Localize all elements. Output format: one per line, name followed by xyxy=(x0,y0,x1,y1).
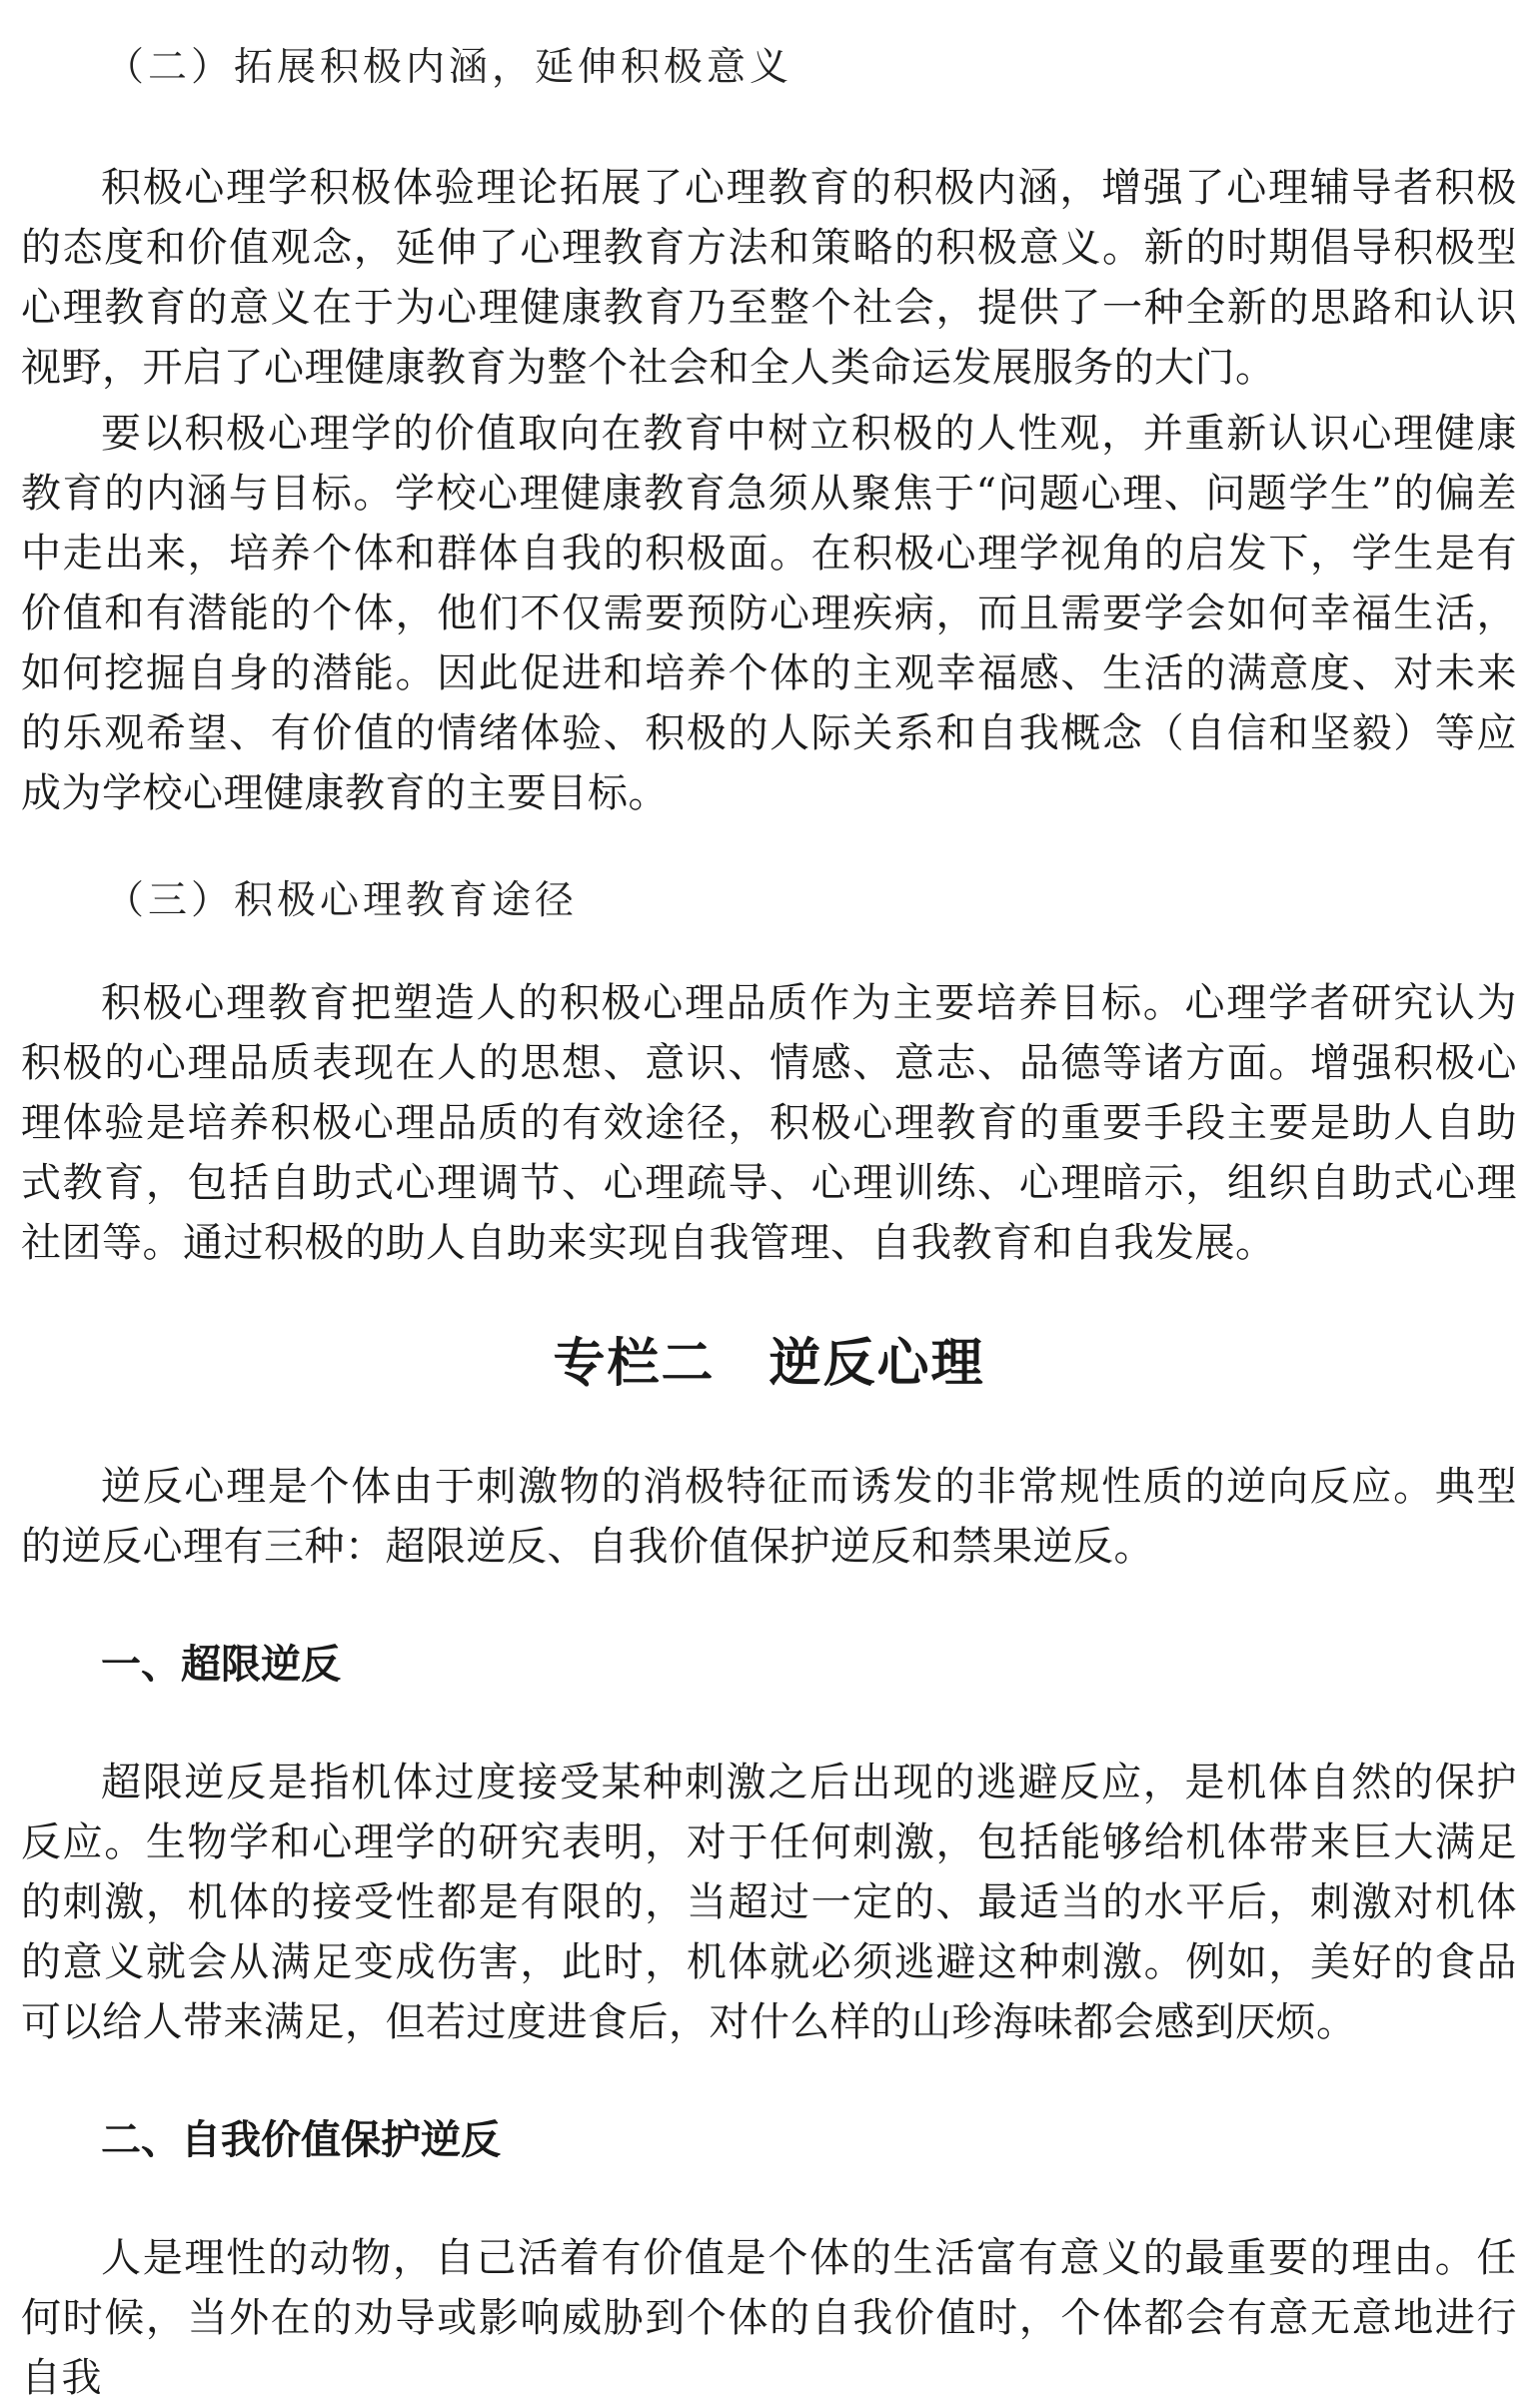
section-heading-self-worth: 二、自我价值保护逆反 xyxy=(101,2117,501,2163)
paragraph-column-intro: 逆反心理是个体由于刺激物的消极特征而诱发的非常规性质的逆向反应。典型的逆反心理有三种：超限逆反、自我价值保护逆反和禁果逆反。 xyxy=(21,1464,1517,1570)
paragraph-positive-connotation: 积极心理学积极体验理论拓展了心理教育的积极内涵，增强了心理辅导者积极的态度和价值观念，延伸了心理教育方法和策略的积极意义。新的时期倡导积极型心理教育的意义在于为心理健康教育乃至整个社会，提供了一种全新的思路和认识视野，开启了心理健康教育为整个社会和全人类命运发展服务的大门。 xyxy=(21,165,1517,391)
section-heading-overlimit: 一、超限逆反 xyxy=(101,1642,341,1688)
paragraph-education-approach: 积极心理教育把塑造人的积极心理品质作为主要培养目标。心理学者研究认为积极的心理品质表现在人的思想、意识、情感、意志、品德等诸方面。增强积极心理体验是培养积极心理品质的有效途径，积极心理教育的重要手段主要是助人自助式教育，包括自助式心理调节、心理疏导、心理训练、心理暗示，组织自助式心理社团等。通过积极的助人自助来实现自我管理、自我教育和自我发展。 xyxy=(21,980,1517,1266)
column-title: 专栏二 逆反心理 xyxy=(553,1334,985,1394)
paragraph-education-goals: 要以积极心理学的价值取向在教育中树立积极的人性观，并重新认识心理健康教育的内涵与目标。学校心理健康教育急须从聚焦于“问题心理、问题学生”的偏差中走出来，培养个体和群体自我的积极面。在积极心理学视角的启发下，学生是有价值和有潜能的个体，他们不仅需要预防心理疾病，而且需要学会如何幸福生活，如何挖掘自身的潜能。因此促进和培养个体的主观幸福感、生活的满意度、对未来的乐观希望、有价值的情绪体验、积极的人际关系和自我概念（自信和坚毅）等应成为学校心理健康教育的主要目标。 xyxy=(21,411,1517,816)
paragraph-self-worth: 人是理性的动物，自己活着有价值是个体的生活富有意义的最重要的理由。任何时候，当外在的劝导或影响威胁到个体的自我价值时，个体都会有意无意地进行自我 xyxy=(21,2235,1517,2401)
paragraph-overlimit: 超限逆反是指机体过度接受某种刺激之后出现的逃避反应，是机体自然的保护反应。生物学和心理学的研究表明，对于任何刺激，包括能够给机体带来巨大满足的刺激，机体的接受性都是有限的，当超过一定的、最适当的水平后，刺激对机体的意义就会从满足变成伤害，此时，机体就必须逃避这种刺激。例如，美好的食品可以给人带来满足，但若过度进食后，对什么样的山珍海味都会感到厌烦。 xyxy=(21,1760,1517,2045)
subsection-heading-2: （二）拓展积极内涵，延伸积极意义 xyxy=(105,45,793,90)
subsection-heading-3: （三）积极心理教育途径 xyxy=(105,878,579,923)
